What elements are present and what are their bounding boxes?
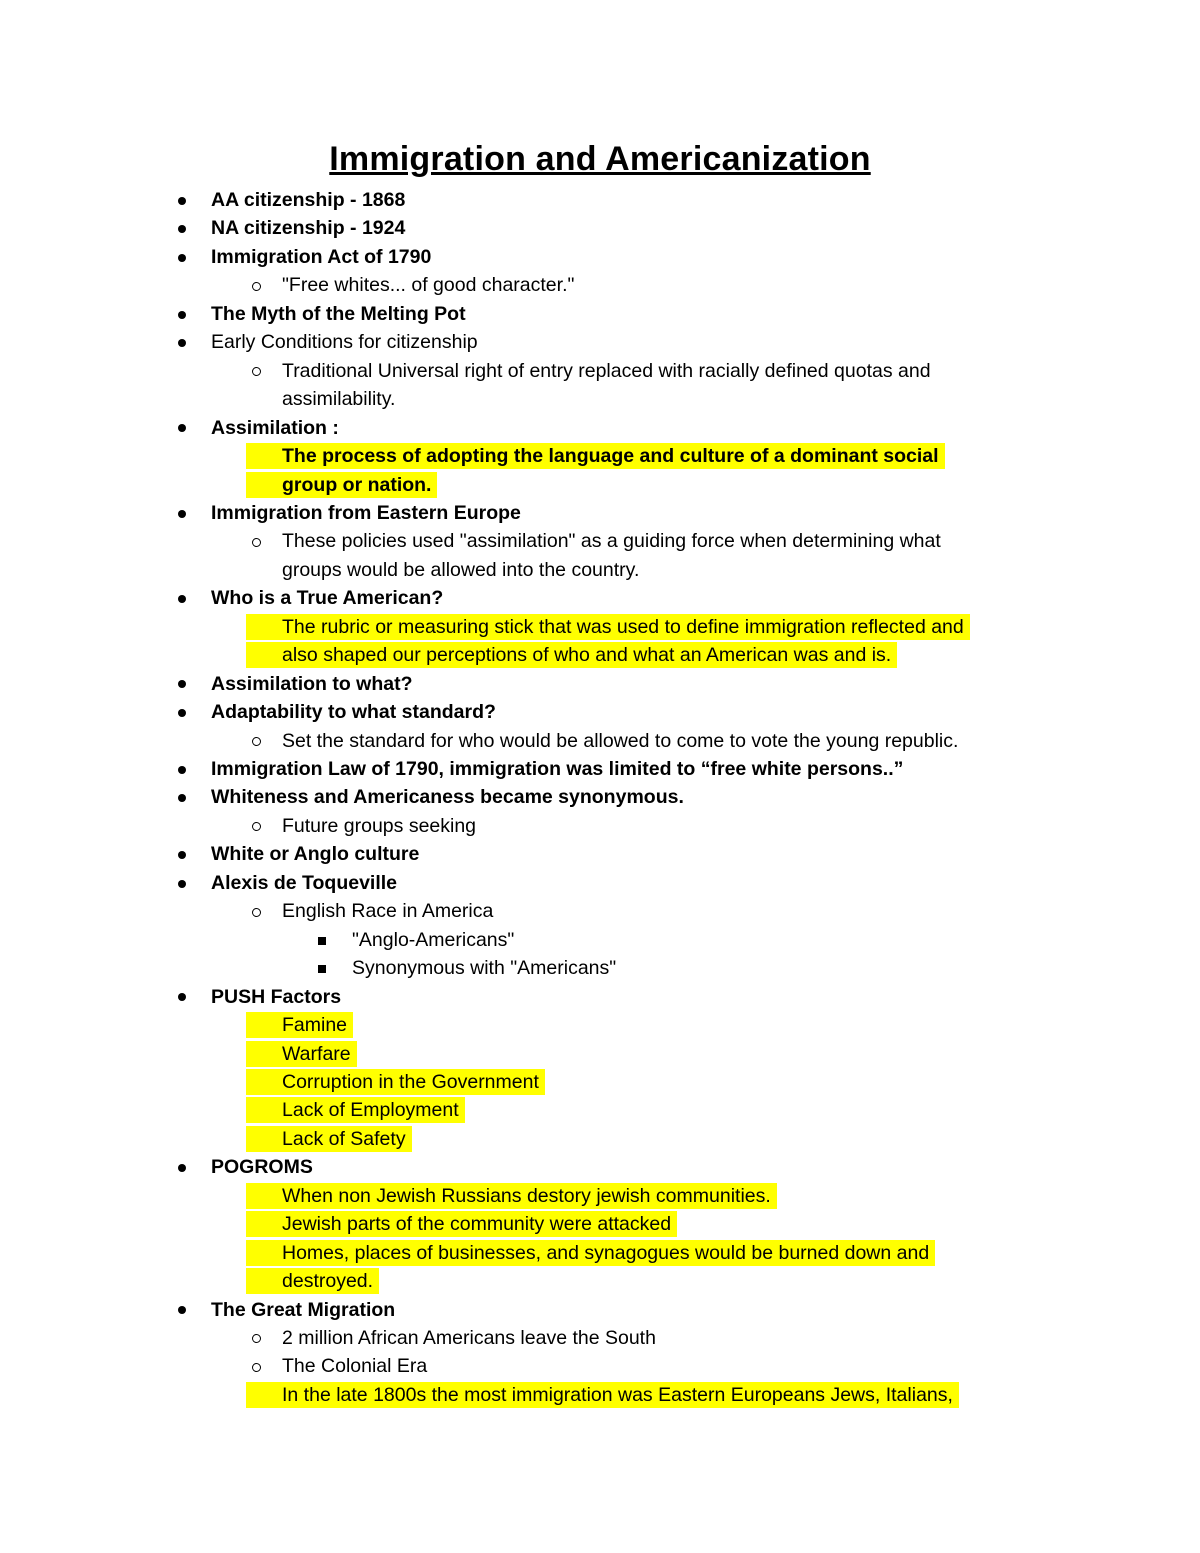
outline-text: PUSH Factors [211,985,342,1008]
outline-text: destroyed. [282,1270,374,1293]
outline-line [0,328,1200,356]
outline-text: Immigration Law of 1790, immigration was limited to “free white persons..” [211,758,904,780]
outline-text: also shaped our perceptions of who and what an American was and is. [282,644,892,667]
outline-text: "Free whites... of good character." [282,274,575,297]
bullet-circle-icon [246,727,266,755]
outline-line [0,755,1200,783]
outline-text: groups would be allowed into the country. [282,558,640,581]
outline-text: Immigration Act of 1790 [211,245,432,268]
outline-line [0,783,1200,811]
outline-line [0,584,1200,612]
outline-text: Assimilation to what? [211,672,413,695]
outline-line [0,186,1200,214]
outline-line [0,527,1200,555]
bullet-dot-icon [172,584,192,612]
outline-line [0,1210,1200,1238]
outline-text: The Great Migration [211,1298,396,1321]
outline-text: AA citizenship - 1868 [211,189,406,211]
outline-text: The Colonial Era [282,1355,428,1378]
bullet-circle-icon [246,527,266,555]
outline-line [0,1040,1200,1068]
bullet-circle-icon [246,812,266,840]
outline-line [0,1068,1200,1096]
outline-text: White or Anglo culture [211,843,420,866]
outline-line [0,670,1200,698]
bullet-dot-icon [172,243,192,271]
outline-text: Immigration from Eastern Europe [211,501,521,524]
document-title: Immigration and Americanization [329,140,871,178]
outline-text: In the late 1800s the most immigration was Eastern Europeans Jews, Italians, [282,1383,953,1406]
bullet-dot-icon [172,869,192,897]
outline-text: Warfare [282,1042,351,1065]
outline-text: English Race in America [282,900,494,923]
outline-line [0,613,1200,641]
outline-text: When non Jewish Russians destory jewish communities. [282,1184,771,1207]
outline-text: Early Conditions for citizenship [211,331,478,354]
outline-line [0,1239,1200,1267]
outline-text: Alexis de Toqueville [211,871,398,894]
bullet-circle-icon [246,1324,266,1352]
outline-text: The Myth of the Melting Pot [211,302,466,325]
outline-line [0,357,1200,385]
outline-text: Adaptability to what standard? [211,701,496,724]
outline-text: Homes, places of businesses, and synagogues would be burned down and [282,1241,930,1264]
bullet-dot-icon [172,840,192,868]
outline-text: Whiteness and Americaness became synonymous. [211,786,684,809]
outline-line [0,471,1200,499]
outline-text: POGROMS [211,1156,313,1179]
bullet-dot-icon [172,983,192,1011]
outline-line [0,556,1200,584]
outline-line [0,840,1200,868]
bullet-dot-icon [172,499,192,527]
bullet-circle-icon [246,271,266,299]
outline-text: Lack of Safety [282,1127,406,1150]
bullet-dot-icon [172,214,192,242]
outline-line [0,1267,1200,1295]
outline-text: 2 million African Americans leave the South [282,1327,656,1349]
outline-line [0,243,1200,271]
outline-line [0,897,1200,925]
outline-line [0,1352,1200,1380]
bullet-circle-icon [246,897,266,925]
outline-line [0,1324,1200,1352]
bullet-dot-icon [172,300,192,328]
outline-line [0,271,1200,299]
outline-text: Traditional Universal right of entry replaced with racially defined quotas and [282,359,931,382]
outline-text: The process of adopting the language and culture of a dominant social [282,445,939,468]
outline-line [0,812,1200,840]
outline-text: assimilability. [282,388,396,411]
bullet-circle-icon [246,357,266,385]
outline-line [0,869,1200,897]
bullet-dot-icon [172,670,192,698]
outline-line [0,698,1200,726]
outline-text: Famine [282,1014,348,1037]
outline-line [0,1182,1200,1210]
outline-line [0,1296,1200,1324]
outline-text: group or nation. [282,473,432,496]
outline-line [0,414,1200,442]
outline-line [0,1125,1200,1153]
outline-line [0,214,1200,242]
outline-text: Lack of Employment [282,1099,459,1122]
outline-line [0,926,1200,954]
outline-line [0,499,1200,527]
outline-line [0,641,1200,669]
outline-text: Corruption in the Government [282,1070,539,1093]
bullet-dot-icon [172,328,192,356]
outline-line [0,727,1200,755]
bullet-circle-icon [246,1352,266,1380]
outline-line [0,1011,1200,1039]
outline-line [0,442,1200,470]
outline-text: These policies used "assimilation" as a guiding force when determining what [282,530,941,553]
outline-line [0,300,1200,328]
outline-text: Future groups seeking [282,814,477,837]
outline-line [0,385,1200,413]
bullet-dot-icon [172,755,192,783]
outline-text: NA citizenship - 1924 [211,217,406,240]
bullet-square-icon [312,954,332,982]
bullet-dot-icon [172,1296,192,1324]
outline-line [0,1153,1200,1181]
outline-text: Who is a True American? [211,587,444,610]
outline-text: Set the standard for who would be allowed to come to vote the young republic. [282,729,959,752]
bullet-dot-icon [172,783,192,811]
outline-line [0,1381,1200,1409]
outline-line [0,954,1200,982]
outline-line [0,983,1200,1011]
bullet-dot-icon [172,186,192,214]
bullet-dot-icon [172,1153,192,1181]
bullet-dot-icon [172,414,192,442]
bullet-dot-icon [172,698,192,726]
outline-text: "Anglo-Americans" [352,928,515,951]
outline-text: Jewish parts of the community were attacked [282,1213,672,1236]
outline-text: Assimilation : [211,416,339,439]
bullet-square-icon [312,926,332,954]
outline-line [0,1096,1200,1124]
outline-text: Synonymous with "Americans" [352,957,617,980]
outline-text: The rubric or measuring stick that was used to define immigration reflected and [282,615,964,638]
